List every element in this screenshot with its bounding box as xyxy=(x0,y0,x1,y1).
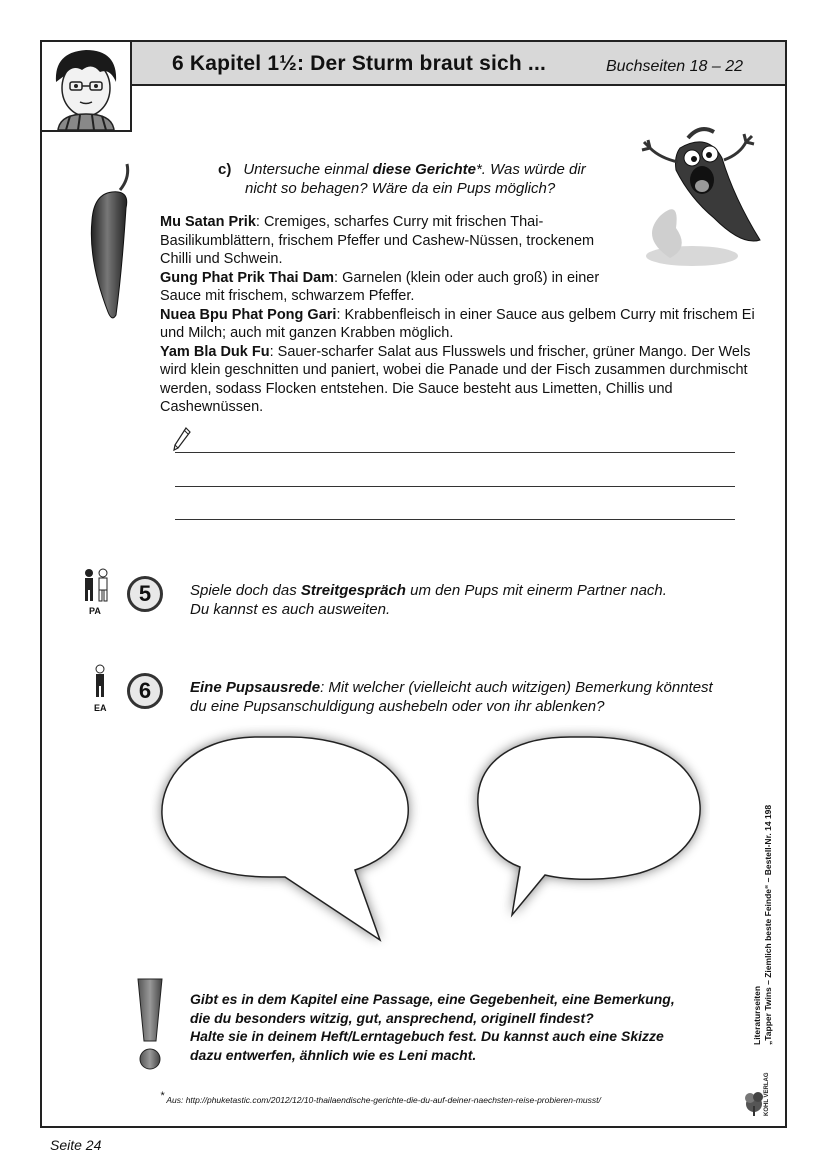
side-publisher-text: Literaturseiten „Tapper Twins – Ziemlich beste Feinde“ – Bestell-Nr. 14 198 xyxy=(752,804,773,1045)
chili-pepper-icon xyxy=(82,160,137,325)
exclamation-icon xyxy=(132,975,168,1073)
avatar xyxy=(40,40,132,132)
book-pages: Buchseiten 18 – 22 xyxy=(606,58,743,75)
task-5-text: Spiele doch das Streitgespräch um den Pups mit einerm Partner nach. Du kannst es auch ausweiten. xyxy=(190,582,667,618)
speech-bubbles[interactable] xyxy=(150,725,710,955)
pencil-icon xyxy=(172,426,192,452)
publisher-name: KOHL VERLAG xyxy=(764,1072,770,1116)
single-work-icon xyxy=(92,664,108,700)
task-number-5: 5 xyxy=(127,576,163,612)
chapter-title: 6 Kapitel 1½: Der Sturm braut sich ... xyxy=(172,52,547,75)
task-number-6: 6 xyxy=(127,673,163,709)
speech-bubble-left[interactable] xyxy=(162,737,408,940)
mode-label-ea: EA xyxy=(94,703,107,713)
dish-item: Mu Satan Prik: Cremiges, scharfes Curry mit frischen Thai-Basilikumblättern, frischem Pfeffer und Cashew-Nüssen, trockenem Chilli und Schwein. xyxy=(160,214,595,267)
mode-label-pa: PA xyxy=(89,606,101,616)
task-c-label: c) xyxy=(218,161,232,178)
dish-item: Yam Bla Duk Fu: Sauer-scharfer Salat aus Flusswels und frischer, grüner Mango. Der Wels wird klein geschnitten und paniert, wobei die Panade und der Fisch zusammen durchmischt werden, sodass Flocken entstehen. Die Sauce besteht aus Limetten, Chillis und Cashewnüssen. xyxy=(160,343,751,415)
publisher-logo xyxy=(744,1070,778,1118)
boy-cartoon-icon xyxy=(42,42,130,130)
pair-work-icon xyxy=(80,568,112,604)
answer-line[interactable] xyxy=(175,486,735,487)
dish-item: Nuea Bpu Phat Pong Gari: Krabbenfleisch in einer Sauce aus gelbem Curry mit frischem Ei und Milch; auch mit ganzen Krabben möglich. xyxy=(160,306,755,341)
task-c-text: Untersuche einmal diese Gerichte*. Was würde dir xyxy=(243,161,586,178)
speech-bubble-right[interactable] xyxy=(478,737,700,915)
reflection-note: Gibt es in dem Kapitel eine Passage, eine Gegebenheit, eine Bemerkung, die du besonders witzig, gut, ansprechend, originell findest? Halte sie in deinem Heft/Lerntagebuch fest. Du kannst auch eine Skizze dazu entwerfen, ähnlich wie es Leni macht. xyxy=(190,991,675,1063)
task-c-line2: nicht so behagen? Wäre da ein Pups möglich? xyxy=(245,180,556,197)
answer-line[interactable] xyxy=(175,519,735,520)
task-6-text: Eine Pupsausrede: Mit welcher (vielleicht auch witzigen) Bemerkung könntest du eine Pupsanschuldigung aushebeln oder von ihr ablenken? xyxy=(190,679,713,715)
task-c xyxy=(218,160,586,198)
page-number: Seite 24 xyxy=(50,1137,102,1153)
answer-line[interactable] xyxy=(175,452,735,453)
source-footnote: * Aus: http://phuketastic.com/2012/12/10-thailaendische-gerichte-die-du-auf-deiner-naechsten-reise-probieren-musst/ xyxy=(160,1090,601,1105)
dish-item: Gung Phat Prik Thai Dam: Garnelen (klein oder auch groß) in einer Sauce mit frischem, schwarzem Pfeffer. xyxy=(160,269,600,304)
dish-list xyxy=(160,213,760,417)
